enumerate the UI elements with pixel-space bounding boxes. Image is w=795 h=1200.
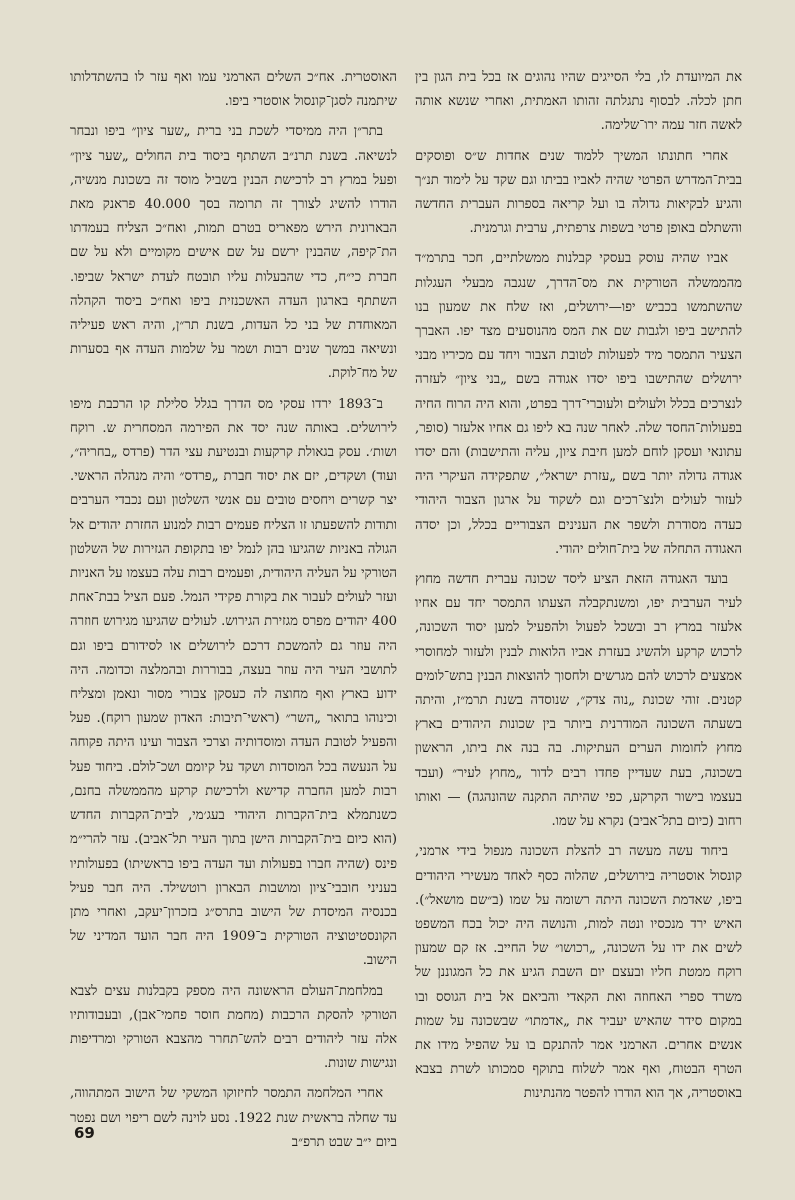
paragraph: במלחמת־העולם הראשונה היה מספק בקבלנות עצים לצבא הטורקי להסקת הרכבות (מחמת חוסר פחמי־אבן), ובעבודותיו אלה עזר ליהודים רבים להש־תחרר מהצבא הטורקי ומרדיפות ונגישות שונות.: [70, 983, 397, 1072]
paragraph: בתר״ן היה ממיסדי לשכת בני ברית „שער ציון״ ביפו ונבחר לנשיאה. בשנת תרנ״ב השתתף ביסוד בית החולים „שער ציון״ ופעל במרץ רב לרכישת הבנין בשביל מוסד זה בשכונת מנשיה, הודרו להשיג לצורך זה תרומה בסך 40.000 פראנק מאת הבארונית הירש מפאריס בטרם תמות, ואח״כ הצליח בעמדתו הת־קיפה, שהבנין ירשם על שם אישים מקומיים ולא על שם חברת כי״ח, כדי שהבעלות עליו תובטח לעדת ישראל שביפו. השתתף בארגון העדה האשכנזית ביפו ואח״כ ביסוד הקהלה המאוחדת של בני כל העדות, בשנת תר״ן, והיה ראש פעיליה ונשיאה במשך שנים רבות ושמר על שלמות העדה אף בסערות של מח־לוקת.: [70, 124, 397, 382]
paragraph: אחרי המלחמה התמסר לחיזוקו המשקי של הישוב המתהווה, עד שחלה בראשית שנת 1922. נסע לוינה לשם ריפוי ושם נפטר ביום י״ב שבט תרפ״ב: [70, 1086, 397, 1150]
paragraph: אחרי חתונתו המשיך ללמוד שנים אחדות ש״ס ופוסקים בבית־המדרש הפרטי שהיה לאביו בביתו וגם שקד על לימוד תנ״ך והגיע לבקיאות גדולה בו ועל קריאה בספרות העברית החדשה והשתלם באופן פרטי בשפות צרפתית, ערבית וגרמנית.: [415, 148, 742, 237]
paragraph: האוסטרית. אח״כ השלים הארמני עמו ואף עזר לו בהשתדלותו שיתמנה לסגן־קונסול אוסטרי ביפו.: [70, 70, 397, 110]
paragraph: ב־1893 ירדו עסקי מס הדרך בגלל סלילת קו הרכבת מיפו לירושלים. באותה שנה יסד את הפירמה המסחרית ש. רוקח ושות׳. עסק בגאולת קרקעות ובנטיעת עצי הדר (פרדס „בחריה״, ועוד) ושקדים, יזם את יסוד חברת „פרדס״ והיה מנהלה הראשי. יצר קשרים ויחסים טובים עם אנשי השלטון ועם נכבדי הערבים ותודות להשפעתו זו הצליח פעמים רבות למנוע החזרת יהודים אל הגולה באניות שהגיעו בהן לנמל יפו בתקופת הגזירות של השלטון הטורקי על העליה היהודית, ופעמים רבות עלה בעצמו על האניות ועזר לעולים לעבור את בקורת פקידי הנמל. פעם הציל בבת־אחת 400 יהודים מפרס מגזירת הגירוש. לעולים שהגיעו מגירוש חוזרה היה עוזר גם להמשכת דרכם לירושלים או לסידורם ביפו וגם לתושבי העיר היה עוזר בעצה, בבוררות ובהמלצה וכדומה. היה ידוע בארץ ואף מחוצה לה כעסקן צבורי מסור ונאמן ומצליח וכינוהו בתואר „השר״ (ראשי־תיבות: האדון שמעון רוקח). פעל והפעיל לטובת העדה ומוסדותיה וצרכי הצבור ועינו היתה פקוחה על הנעשה בכל המוסדות ושקד על קיומם ושכ־לולם. ביחוד פעל רבות למען החברה קדישא ולרכישת קרקע מהממשלה בחנם, כשנתמלא בית־הקברות היהודי בעג׳מי, לבית־הקברות החדש (הוא כיום בית־הקברות הישן בתוך העיר תל־אביב). עזר להרי״מ פינס (שהיה חברו בפעולות ועד העדה ביפו בראשיתו) בפעולותיו בעניני חובבי־ציון ומושבות הבארון רוטשילד. היה חבר פעיל בכנסיה המיסדת של הישוב בתרס״ג בזכרון־יעקב, ואחרי מתן הקונסטיטוציה הטורקית ב־1909 היה חבר הועד המדיני של הישוב.: [70, 396, 397, 969]
page-number: 69: [74, 1124, 95, 1142]
paragraph: בועד האגודה הזאת הציע ליסד שכונה עברית חדשה מחוץ לעיר הערבית יפו, ומשנתקבלה הצעתו התמסר יחד עם אחיו אלעזר במרץ רב ובשכל לפעול ולהפעיל למען יסוד השכונה, לרכוש קרקע ולהשיג בעזרת אביו הלואות לבנין ולעזור למחוסרי אמצעים לרכוש להם מגרשים ולחסוך להוצאות הבנין בתש־לומים קטנים. זוהי שכונת „נוה צדק״, שנוסדה בשנת תרמ״ז, והיתה בשעתה השכונה המודרנית ביותר בין שכונות היהודים בארץ מחוץ לחומות הערים העתיקות. בה בנה את ביתו, הראשון בשכונה, בעת שעדיין פחדו רבים לדור „מחוץ לעיר״ (ועבד בעצמו בישור הקרקע, כפי שהיתה התקנה שהונהגה) — ואותו רחוב (כיום בתל־אביב) נקרא על שמו.: [415, 572, 742, 830]
paragraph: אביו שהיה עוסק בעסקי קבלנות ממשלתיים, חכר בתרמ״ד מהממשלה הטורקית את מס־הדרך, שנגבה מבעלי העגלות שהשתמשו בכביש יפו—ירושלים, ואז שלח את שמעון בנו להתישב ביפו ולגבות שם את המס מהנוסעים מצד יפו. האברך הצעיר התמסר מיד לפעולות לטובת הצבור ויחד עם מכיריו מבני ירושלים שהתישבו ביפו יסדו אגודה בשם „בני ציון״ לעזרה לנצרכים בכלל ולעולים ולעוברי־דרך בפרט, והוא היה הרוח החיה בפעולות־החסד שלה. לאחר שנה בא ליפו גם אחיו אלעזר (סופר, עתונאי ועסקן לוחם למען חיבת ציון, עליה והתישבות) והם יסדו אגודה גדולה יותר בשם „עזרת ישראל״, שתפקידה העיקרי היה לעזור לעולים ולנצ־רכים וגם לשקוד על ארגון הצבור היהודי כעדה מסודרת ולשפר את הענינים הצבוריים בכלל, וכן יסדה האגודה התחלה של בית־חולים יהודי.: [415, 251, 742, 557]
paragraph: ביחוד עשה מעשה רב להצלת השכונה מנפול בידי ארמני, קונסול אוסטריה בירושלים, שהלוה כסף לאחד מעשירי היהודים ביפו, שאדמת השכונה היתה רשומה על שמו (ב״שם מושאל״). האיש ירד מנכסיו ונטה למות, והנושה היה יכול בכח המשפט לשים את ידו על השכונה, „רכושו״ של החייב. אז קם שמעון רוקח ממטת חליו ובעצם יום השבת הגיע את כל המגוננן של משרד ספרי האחוזה ואת הקאדי והביאם אל בית הגוסס ובו במקום סידר שהאיש יעביר את „אדמתו״ שבשכונה על שמות אנשים אחרים. הארמני אמר להתנקם בו על שהפיל מידו את הטרף הבטוח, ואף אמר לשלוח בתוקף סמכותו לשרת בצבא באוסטריה, אך הוא הודרו להפטר מהנתינות: [415, 844, 742, 1102]
right-column: [415, 66, 742, 1116]
paragraph: את המיועדת לו, בלי הסייגים שהיו נהוגים אז בכל בית הגון בין חתן לכלה. לבסוף נתגלתה זהותו האמתית, ואחרי שנשא אותה לאשה חזר עמה ירו־שלימה.: [415, 70, 742, 134]
